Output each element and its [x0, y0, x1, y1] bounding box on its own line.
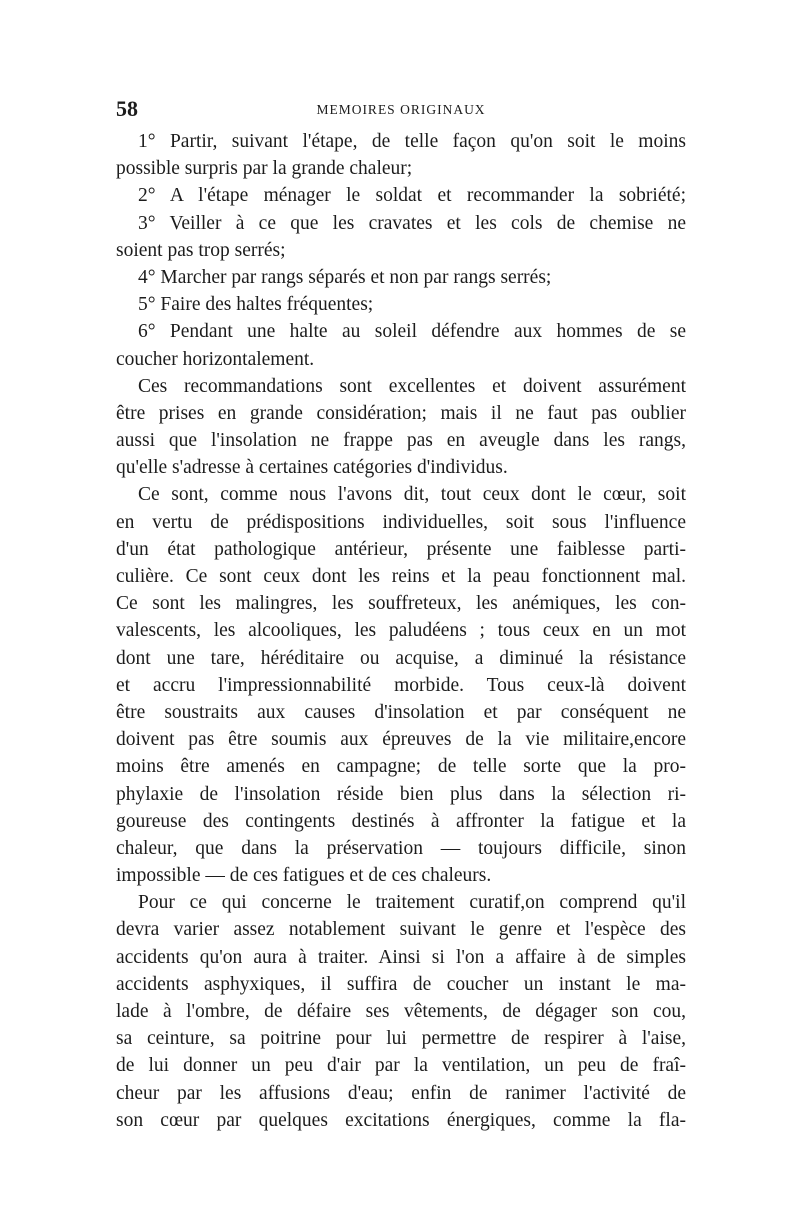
text-line: phylaxie de l'insolation réside bien plus dans la sélection ri-	[116, 783, 686, 805]
text-line: en vertu de prédispositions individuelles, soit sous l'influence	[116, 511, 686, 533]
text-line: Ce sont les malingres, les souffreteux, les anémiques, les con-	[116, 593, 686, 615]
text-line: être soustraits aux causes d'insolation et par conséquent ne	[116, 701, 686, 723]
text-line: devra varier assez notablement suivant le genre et l'espèce des	[116, 919, 686, 941]
text-line: cheur par les affusions d'eau; enfin de ranimer l'activité de	[116, 1082, 686, 1104]
text-line: chaleur, que dans la préservation — toujours difficile, sinon	[116, 837, 686, 859]
text-line: accidents asphyxiques, il suffira de coucher un instant le ma-	[116, 973, 686, 995]
text-line: qu'elle s'adresse à certaines catégories d'individus.	[116, 457, 508, 479]
text-line: être prises en grande considération; mais il ne faut pas oublier	[116, 402, 686, 424]
text-line: coucher horizontalement.	[116, 348, 315, 370]
text-line: impossible — de ces fatigues et de ces chaleurs.	[116, 865, 492, 887]
body-text	[116, 128, 686, 1134]
text-line: valescents, les alcooliques, les paludéens ; tous ceux en un mot	[116, 620, 686, 642]
text-line: soient pas trop serrés;	[116, 239, 286, 261]
running-title: MEMOIRES ORIGINAUX	[316, 102, 486, 117]
text-line: accidents qu'on aura à traiter. Ainsi si l'on a affaire à de simples	[116, 946, 686, 968]
text-line: et accru l'impressionnabilité morbide. Tous ceux-là doivent	[116, 674, 686, 696]
text-line: 1° Partir, suivant l'étape, de telle façon qu'on soit le moins	[138, 131, 686, 152]
text-line: dont une tare, héréditaire ou acquise, a diminué la résistance	[116, 647, 686, 669]
text-line: Ces recommandations sont excellentes et doivent assurément	[138, 375, 686, 397]
text-line: doivent pas être soumis aux épreuves de la vie militaire,encore	[116, 729, 686, 751]
page-header	[116, 96, 686, 126]
text-line: lade à l'ombre, de défaire ses vêtements, de dégager son cou,	[116, 1001, 686, 1022]
text-line: 5° Faire des haltes fréquentes;	[138, 294, 374, 316]
text-line: Pour ce qui concerne le traitement curatif,on comprend qu'il	[138, 892, 686, 914]
text-line: 2° A l'étape ménager le soldat et recommander la sobriété;	[138, 185, 686, 207]
text-line: 3° Veiller à ce que les cravates et les cols de chemise ne	[138, 212, 686, 234]
text-line: goureuse des contingents destinés à affronter la fatigue et la	[116, 810, 686, 832]
text-line: culière. Ce sont ceux dont les reins et la peau fonctionnent mal.	[116, 566, 686, 587]
text-line: de lui donner un peu d'air par la ventilation, un peu de fraî-	[116, 1055, 686, 1077]
text-line: Ce sont, comme nous l'avons dit, tout ceux dont le cœur, soit	[138, 484, 686, 506]
page-number: 58	[116, 96, 138, 121]
text-line: son cœur par quelques excitations énergiques, comme la fla-	[116, 1109, 686, 1131]
text-line: 6° Pendant une halte au soleil défendre aux hommes de se	[138, 321, 686, 343]
text-line: aussi que l'insolation ne frappe pas en aveugle dans les rangs,	[116, 430, 686, 452]
text-line: possible surpris par la grande chaleur;	[116, 158, 413, 180]
text-line: sa ceinture, sa poitrine pour lui permettre de respirer à l'aise,	[116, 1028, 686, 1050]
text-line: d'un état pathologique antérieur, présente une faiblesse parti-	[116, 538, 686, 560]
text-line: 4° Marcher par rangs séparés et non par rangs serrés;	[138, 266, 552, 288]
text-line: moins être amenés en campagne; de telle sorte que la pro-	[116, 756, 686, 778]
